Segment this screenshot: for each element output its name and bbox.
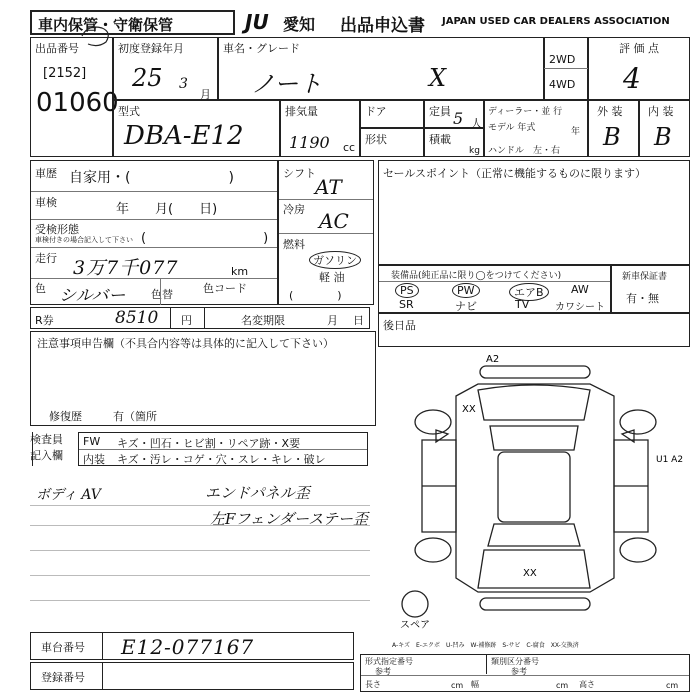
door-cell bbox=[360, 100, 424, 128]
inspector-fw-items: キズ・凹石・ヒビ割・リペア跡・X要 bbox=[117, 437, 301, 450]
inspector-interior-items: キズ・汚レ・コゲ・穴・スレ・キレ・破レ bbox=[117, 453, 326, 466]
aircon-label: 冷房 bbox=[283, 203, 305, 216]
after-date-label: 後日品 bbox=[383, 319, 416, 332]
history-value: 自家用・( ) bbox=[69, 170, 234, 186]
recycle-row bbox=[30, 307, 370, 329]
mileage-label: 走行 bbox=[35, 252, 57, 265]
remark-line-2: エンドパネル歪 bbox=[205, 484, 310, 502]
mileage-unit: km bbox=[231, 265, 249, 278]
color-value: シルバー bbox=[59, 286, 126, 306]
color-label: 色 bbox=[35, 282, 46, 295]
inspector-box bbox=[78, 432, 368, 466]
reference-2: 参考 bbox=[511, 667, 527, 676]
fuel-other: ( ) bbox=[289, 289, 342, 302]
load-cell bbox=[424, 128, 484, 157]
dealer-label: ディーラー・並 行 bbox=[488, 107, 563, 117]
inspector-label: 検査員記入欄 bbox=[30, 433, 63, 462]
name-grade-label: 車名・グレード bbox=[223, 42, 300, 55]
capacity-label: 定員 bbox=[429, 105, 451, 118]
displacement-unit: cc bbox=[343, 141, 356, 154]
inspector-fw-label: FW bbox=[83, 435, 101, 448]
displacement-cell bbox=[280, 100, 360, 157]
month-unit: 月 bbox=[200, 88, 211, 101]
drive-4wd: 4WD bbox=[549, 78, 576, 91]
lot-cell bbox=[30, 37, 119, 157]
equip-tv: TV bbox=[515, 298, 530, 311]
displacement-value: 1190 bbox=[289, 133, 330, 152]
color-code-label: 色コード bbox=[203, 282, 247, 295]
model-year-label: モデル 年式 bbox=[488, 123, 536, 133]
exterior-cell bbox=[588, 100, 639, 157]
storage-notice-box bbox=[30, 10, 235, 35]
warranty-label: 新車保証書 bbox=[622, 272, 668, 282]
remark-line-1: ボディ AV bbox=[36, 487, 101, 503]
car-name: ノート bbox=[251, 70, 323, 98]
year-unit: 年 bbox=[571, 127, 581, 137]
diagram-legend: A-キズ E-エクボ U-凹み W-補修跡 S-サビ C-腐食 XX-交換済 bbox=[392, 642, 579, 649]
name-grade-cell bbox=[218, 37, 544, 100]
length-label: 長さ bbox=[365, 680, 381, 689]
aircon-value: AC bbox=[319, 209, 349, 233]
category-label: 類別区分番号 bbox=[491, 657, 539, 666]
name-change-day: 日 bbox=[353, 314, 364, 327]
width-unit: cm bbox=[556, 681, 569, 690]
fuel-gasoline: ガソリン bbox=[309, 251, 361, 269]
inspector-interior-label: 内装 bbox=[83, 453, 105, 466]
chassis-row bbox=[30, 632, 354, 660]
exterior-score: B bbox=[603, 123, 621, 151]
shift-value: AT bbox=[315, 175, 342, 199]
model-code: DBA-E12 bbox=[124, 121, 244, 151]
first-reg-year: 25 bbox=[132, 64, 163, 92]
equipment-label: 装備品(純正品に限り◯をつけてください) bbox=[391, 271, 562, 281]
registration-row bbox=[30, 662, 354, 690]
equip-airbag: エアB bbox=[509, 283, 549, 301]
model-cell bbox=[113, 100, 280, 157]
equip-ps: PS bbox=[395, 283, 419, 298]
shape-label: 形状 bbox=[365, 133, 387, 146]
height-label: 高さ bbox=[579, 680, 595, 689]
door-label: ドア bbox=[365, 105, 387, 118]
remark-line-3: 左Fフェンダーステー歪 bbox=[210, 510, 369, 528]
grade-score-label: 評 価 点 bbox=[619, 42, 659, 55]
chassis-value: E12-077167 bbox=[121, 635, 255, 659]
equip-aw: AW bbox=[571, 283, 589, 296]
capacity-unit: 人 bbox=[471, 117, 482, 130]
reference-1: 参考 bbox=[375, 667, 391, 676]
form-title: 出品申込書 bbox=[340, 16, 425, 36]
inspection-value: 年 月( 日) bbox=[116, 202, 218, 217]
warranty-box bbox=[611, 265, 690, 313]
history-block bbox=[30, 160, 278, 305]
grade-score-cell bbox=[588, 37, 690, 100]
interior-label: 内 装 bbox=[648, 105, 674, 118]
accept-note: 車検付きの場合記入して下さい bbox=[35, 236, 133, 244]
notes-box bbox=[30, 331, 376, 426]
accept-label: 受検形態 bbox=[35, 223, 79, 236]
equip-pw: PW bbox=[452, 283, 480, 298]
steering-label: ハンドル 左・右 bbox=[488, 146, 561, 156]
height-unit: cm bbox=[666, 681, 679, 690]
name-change-label: 名変期限 bbox=[241, 314, 285, 327]
notes-label: 注意事項申告欄（不具合内容等は具体的に記入して下さい） bbox=[37, 337, 334, 350]
width-label: 幅 bbox=[471, 680, 479, 689]
first-reg-cell bbox=[113, 37, 218, 100]
interior-score: B bbox=[654, 123, 672, 151]
reg-number-label: 登録番号 bbox=[41, 671, 85, 684]
sales-points-label: セールスポイント（正常に機能するものに限ります） bbox=[383, 167, 647, 180]
fuel-diesel: 軽 油 bbox=[319, 271, 345, 284]
mark-xx-front: XX bbox=[462, 404, 476, 415]
color-change-label: 色替 bbox=[151, 288, 173, 301]
english-title: JAPAN USED CAR DEALERS ASSOCIATION bbox=[442, 16, 670, 27]
storage-notice: 車内保管・守衛保管 bbox=[38, 16, 174, 34]
lot-number: 01060 bbox=[36, 88, 119, 118]
shift-label: シフト bbox=[283, 167, 316, 180]
drive-2wd: 2WD bbox=[549, 53, 576, 66]
length-unit: cm bbox=[451, 681, 464, 690]
repair-label: 修復歴 bbox=[49, 410, 82, 423]
recycle-unit: 円 bbox=[181, 314, 192, 327]
interior-cell bbox=[639, 100, 690, 157]
after-date-box bbox=[378, 313, 690, 347]
chassis-label: 車台番号 bbox=[41, 641, 85, 654]
car-grade: X bbox=[429, 64, 447, 92]
lot-bracket-number: [2152] bbox=[43, 66, 87, 81]
exterior-label: 外 装 bbox=[597, 105, 623, 118]
recycle-amount: 8510 bbox=[115, 308, 159, 328]
equip-leather: カワシート bbox=[555, 302, 605, 313]
designation-label: 形式指定番号 bbox=[365, 657, 413, 666]
lot-label: 出品番号 bbox=[35, 42, 79, 55]
name-change-month: 月 bbox=[327, 314, 338, 327]
mark-u1a2: U1 A2 bbox=[656, 455, 684, 465]
equip-sr: SR bbox=[399, 298, 414, 311]
equip-navi: ナビ bbox=[455, 300, 477, 313]
footer-spec-table bbox=[360, 654, 690, 692]
mark-xx-rear: XX bbox=[523, 568, 537, 579]
mileage-value: 3万7千077 bbox=[73, 257, 179, 279]
recycle-label: R券 bbox=[35, 314, 54, 327]
model-label: 型式 bbox=[118, 105, 140, 118]
capacity-cell bbox=[424, 100, 484, 128]
pen-check-mark bbox=[78, 22, 118, 50]
equipment-box bbox=[378, 265, 611, 313]
dealer-cell bbox=[484, 100, 588, 157]
first-reg-label: 初度登録年月 bbox=[118, 42, 184, 55]
warranty-value: 有・無 bbox=[626, 292, 659, 305]
ju-logo: JU bbox=[245, 10, 269, 34]
load-unit: kg bbox=[469, 146, 480, 156]
mark-a2-front: A2 bbox=[486, 354, 500, 365]
shape-cell bbox=[360, 128, 424, 157]
repair-value: 有（箇所 bbox=[113, 410, 157, 423]
grade-score: 4 bbox=[623, 62, 641, 95]
drive-divider bbox=[544, 68, 588, 69]
capacity-value: 5 bbox=[453, 109, 464, 128]
shift-block bbox=[278, 160, 374, 305]
fuel-label: 燃料 bbox=[283, 238, 305, 251]
displacement-label: 排気量 bbox=[285, 105, 318, 118]
spare-label: スペア bbox=[400, 620, 430, 631]
inspection-label: 車検 bbox=[35, 196, 57, 209]
accept-value: ( ) bbox=[141, 231, 269, 246]
car-damage-diagram bbox=[378, 350, 690, 640]
first-reg-month: 3 bbox=[179, 76, 188, 92]
association-name: 愛知 bbox=[283, 15, 316, 34]
load-label: 積載 bbox=[429, 133, 451, 146]
sales-points-box bbox=[378, 160, 690, 265]
history-label: 車歴 bbox=[35, 167, 57, 180]
